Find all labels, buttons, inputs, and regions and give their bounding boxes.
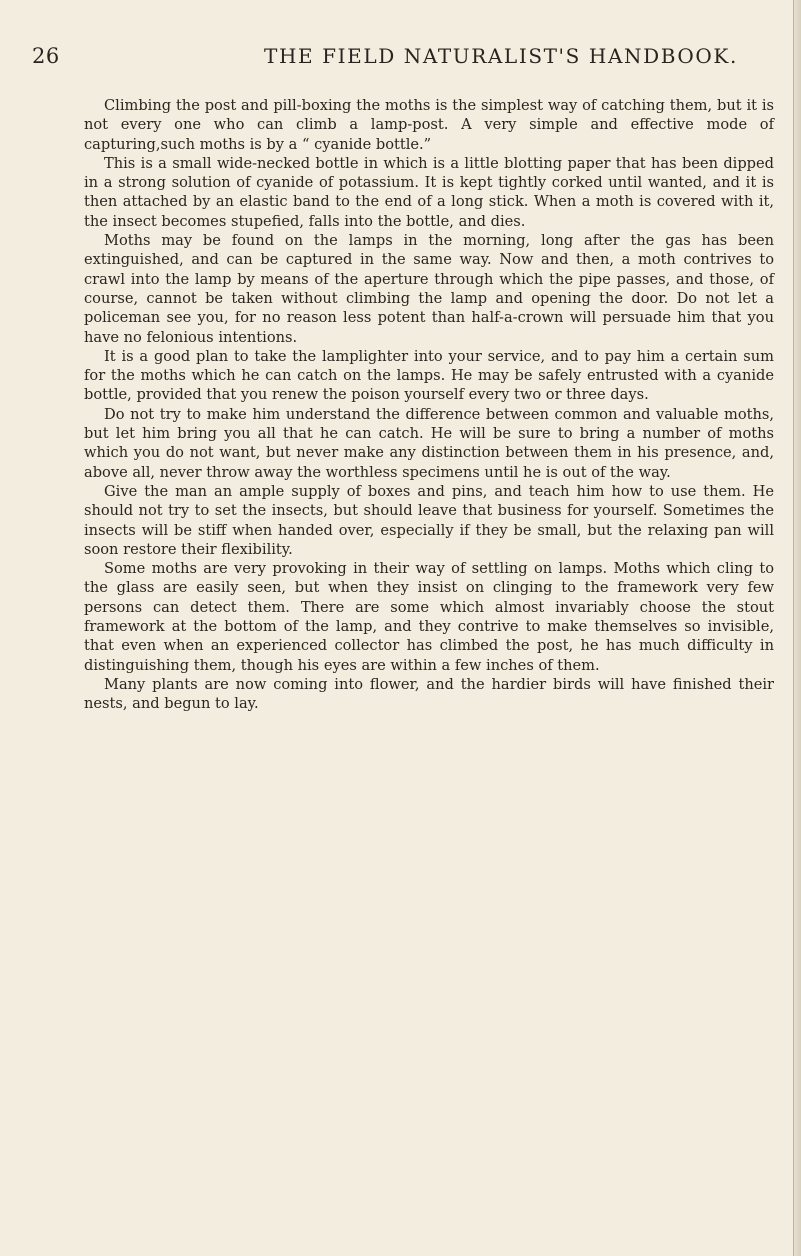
paragraph: Many plants are now coming into flower, and the hardier birds will have finished their nests, and begun to lay. — [84, 675, 774, 713]
page-number: 26 — [32, 44, 60, 68]
paragraph: Moths may be found on the lamps in the morning, long after the gas has been extinguished, and can be captured in the same way. Now and then, a moth contrives to crawl into the lamp by means of the aperture through which the pipe passes, and those, of course, cannot be taken without climbing the lamp and opening the door. Do not let a policeman see you, for no reason less potent than half-a-crown will persuade him that you have no felonious intentions. — [84, 232, 774, 346]
paragraph: It is a good plan to take the lamplighter into your service, and to pay him a certain sum for the moths which he can catch on the lamps. He may be safely entrusted with a cyanide bottle, provided that you renew the poison yourself every two or three days. — [84, 347, 774, 404]
paragraph: Do not try to make him understand the difference between common and valuable moths, but let him bring you all that he can catch. He will be sure to bring a number of moths which you do not want, but never make any distinction between them in his presence, and, above all, never throw away the worthless specimens until he is out of the way. — [84, 405, 774, 481]
paragraph: This is a small wide-necked bottle in which is a little blotting paper that has been dipped in a strong solution of cyanide of potassium. It is kept tightly corked until wanted, and it is then attached by an elastic band to the end of a long stick. When a moth is covered with it, the insect becomes stupefied, falls into the bottle, and dies. — [84, 154, 774, 230]
running-title: THE FIELD NATURALIST'S HANDBOOK. — [264, 44, 738, 68]
body-text — [84, 96, 774, 714]
paragraph: Some moths are very provoking in their way of settling on lamps. Moths which cling to the glass are easily seen, but when they insist on clinging to the framework very few persons can detect them. There are some which almost invariably choose the stout framework at the bottom of the lamp, and they contrive to make themselves so invisible, that even when an experienced collector has climbed the post, he has much difficulty in distinguishing them, though his eyes are within a few inches of them. — [84, 560, 774, 674]
page-edge — [793, 0, 801, 1256]
running-head — [32, 44, 774, 78]
paragraph: Climbing the post and pill-boxing the moths is the simplest way of catching them, but it is not every one who can climb a lamp-post. A very simple and effective mode of capturing,such moths is by a “ cyanide bottle.” — [84, 97, 774, 153]
paragraph: Give the man an ample supply of boxes and pins, and teach him how to use them. He should not try to set the insects, but should leave that business for yourself. Sometimes the insects will be stiff when handed over, especially if they be small, but the relaxing pan will soon restore their flexibility. — [84, 482, 774, 558]
